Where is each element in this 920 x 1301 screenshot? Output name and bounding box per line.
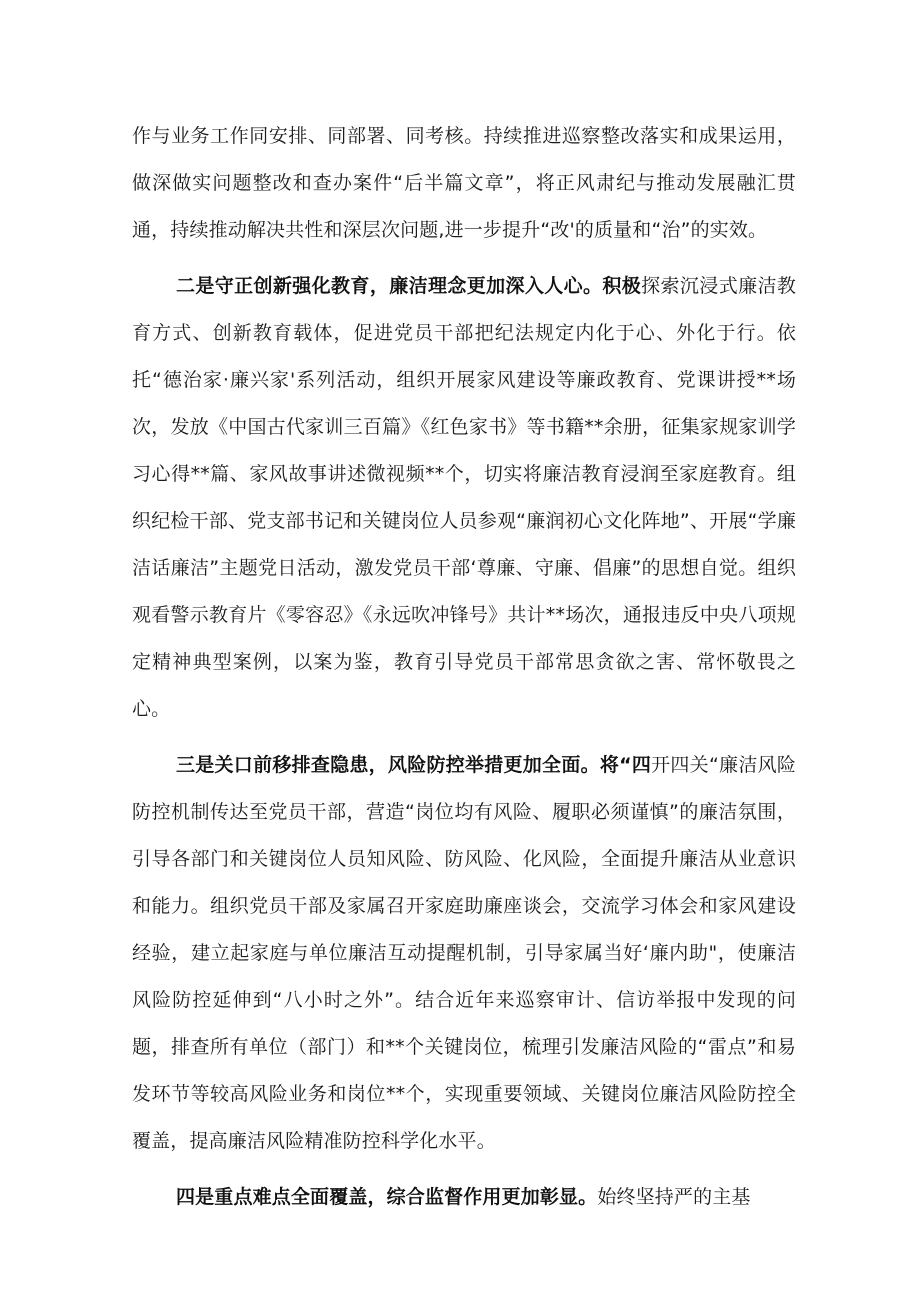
paragraph-body: 开四关“廉洁风险防控机制传达至党员干部，营造“岗位均有风险、履职必须谨慎”的廉洁氛围，引导各部门和关键岗位人员知风险、防风险、化风险，全面提升廉洁从业意识和能力。组织党员干部及家属召开家庭助廉座谈会，交流学习体会和家风建设经验，建立起家庭与单位廉洁互动提醒机制，引导家属当好‘廉内助"，使廉洁风险防控延伸到“八小时之外”。结合近年来巡察审计、信访举报中发现的问题，排查所有单位（部门）和**个关键岗位，梳理引发廉洁风险的“雷点”和易发环节等较高风险业务和岗位**个，实现重要领域、关键岗位廉洁风险防控全覆盖，提高廉洁风险精准防控科学化水平。 [132,754,796,1152]
paragraph-heading: 二是守正创新强化教育，廉洁理念更加深入人心。积极 [176,275,642,297]
paragraph-continuation [132,113,796,254]
document-body [132,113,796,1221]
paragraph-supervision [132,1174,796,1221]
paragraph-risk-control [132,742,796,1165]
paragraph-body: 作与业务工作同安排、同部署、同考核。持续推进巡察整改落实和成果运用，做深做实问题整改和查办案件“后半篇文章”，将正风肃纪与推动发展融汇贯通，持续推动解决共性和深层次问题,进一步提升“改'的质量和“治”的实效。 [132,125,796,241]
paragraph-education [132,263,796,733]
paragraph-body: 探索沉浸式廉洁教育方式、创新教育载体，促进党员干部把纪法规定内化于心、外化于行。依托“德治家·廉兴家'系列活动，组织开展家风建设等廉政教育、党课讲授**场次，发放《中国古代家训三百篇》《红色家书》等书籍**余册，征集家规家训学习心得**篇、家风故事讲述微视频**个，切实将廉洁教育浸润至家庭教育。组织纪检干部、党支部书记和关键岗位人员参观“廉润初心文化阵地”、开展“学廉洁话廉洁”主题党日活动，激发党员干部‘尊廉、守廉、倡廉”的思想自觉。组织观看警示教育片《零容忍》《永远吹冲锋号》共计**场次，通报违反中央八项规定精神典型案例，以案为鉴，教育引导党员干部常思贪欲之害、常怀敬畏之心。 [132,275,796,720]
paragraph-heading: 四是重点难点全面覆盖，综合监督作用更加彰显。 [176,1186,598,1208]
paragraph-body: 始终坚持严的主基 [597,1186,751,1208]
paragraph-heading: 三是关口前移排查隐患，风险防控举措更加全面。将“四 [176,754,652,776]
